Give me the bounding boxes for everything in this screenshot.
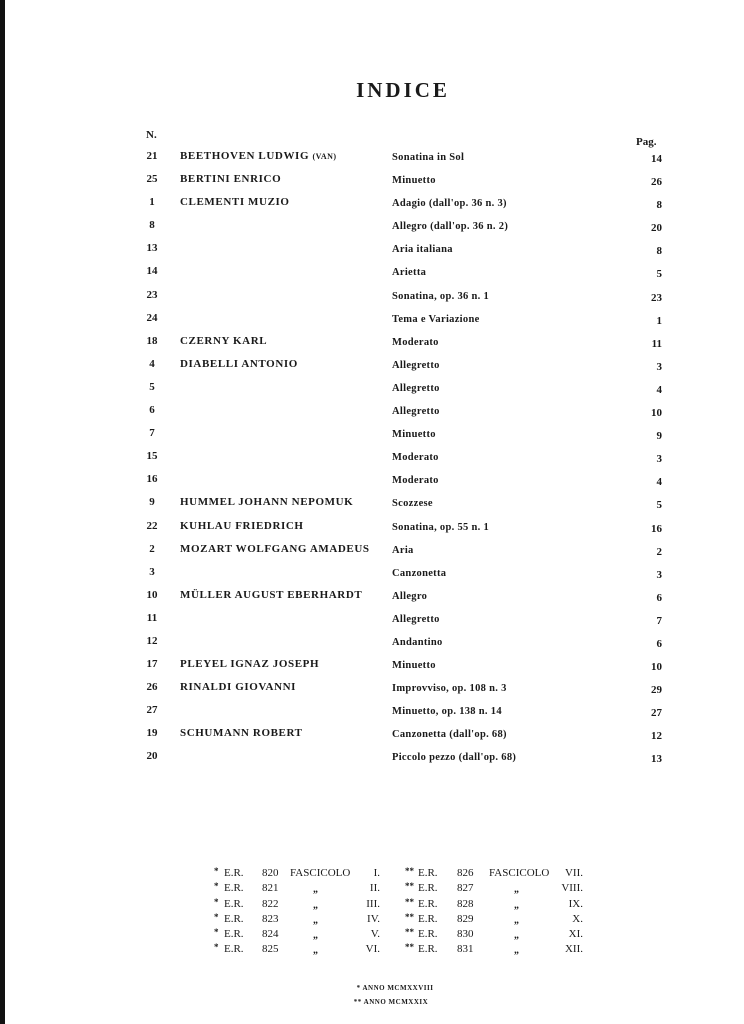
composer-text: SCHUMANN ROBERT [180,727,303,740]
ditto-mark: „ [514,899,519,911]
index-row [0,335,744,358]
page-number: 10 [651,661,662,674]
ditto-mark: „ [514,930,519,942]
page-number: 4 [656,476,662,489]
page-number: 23 [651,291,662,304]
composer-text: HUMMEL JOHANN NEPOMUK [180,496,354,509]
piece-title: Sonatina, op. 36 n. 1 [392,290,490,302]
composer-name [180,358,298,370]
edition-prefix: E.R. [224,882,244,895]
ditto-mark: „ [313,930,318,942]
entry-number: 12 [146,634,158,647]
ditto-mark: „ [313,945,318,957]
page-number: 11 [651,337,662,350]
piece-title: Scozzese [392,498,433,510]
page-number: 2 [656,545,662,558]
composer-text: PLEYEL IGNAZ JOSEPH [180,658,320,671]
edition-prefix: E.R. [224,943,244,956]
composer-text: BERTINI ENRICO [180,173,282,186]
entry-number: 18 [146,334,158,347]
piece-title: Minuetto, op. 138 n. 14 [392,706,502,718]
entry-number: 24 [146,311,158,324]
edition-number: 825 [262,943,279,956]
entry-number: 5 [149,380,155,393]
volume-number: IV. [367,912,380,925]
edition-prefix: E.R. [224,897,244,910]
composer-name [180,496,353,508]
entry-number: 19 [146,727,158,740]
piece-title: Minuetto [392,660,436,672]
piece-title: Allegro (dall'op. 36 n. 2) [392,221,509,233]
composer-name [180,681,296,693]
edition-number: 824 [262,928,279,941]
index-row [0,358,744,381]
entry-number: 8 [149,219,155,232]
index-row [0,265,744,288]
piece-title: Arietta [392,267,427,279]
volume-number: I. [373,867,380,879]
edition-prefix: E.R. [418,928,438,941]
index-row [0,496,744,519]
entry-number: 15 [146,450,158,463]
fascicolo-label: FASCICOLO [489,867,550,879]
index-row [0,450,744,473]
composer-name [180,543,370,555]
piece-title: Piccolo pezzo (dall'op. 68) [392,752,517,764]
edition-prefix: E.R. [418,882,438,895]
volume-number: II. [369,882,380,895]
composer-text: DIABELLI ANTONIO [180,357,298,370]
page-number: 14 [651,153,662,165]
entry-number: 3 [149,565,155,578]
entry-number: 27 [146,704,158,717]
edition-prefix: E.R. [224,867,244,879]
index-row [0,312,744,335]
composer-text: MÜLLER AUGUST EBERHARDT [180,588,363,601]
edition-mark: * [214,942,219,953]
composer-text: CLEMENTI MUZIO [180,196,290,209]
edition-number: 827 [457,882,474,895]
note-anno-1 [0,984,744,992]
entry-number: 21 [146,150,158,162]
index-row [0,543,744,566]
index-row [0,704,744,727]
index-table [0,150,744,774]
page-number: 1 [656,314,662,327]
index-row [0,289,744,312]
composer-suffix: (VAN) [312,152,337,161]
entry-number: 14 [146,265,158,278]
page-number: 5 [656,499,662,512]
index-row [0,173,744,196]
composer-text: KUHLAU FRIEDRICH [180,519,304,532]
index-row [0,473,744,496]
note-text: ANNO MCMXXVIII [362,984,434,992]
piece-title: Moderato [392,452,439,464]
entry-number: 1 [149,196,155,209]
entry-number: 7 [149,427,155,440]
page-number: 10 [651,407,662,420]
entry-number: 23 [146,288,158,301]
piece-title: Tema e Variazione [392,313,480,325]
volume-number: VIII. [561,882,583,895]
volume-number: X. [572,912,583,925]
edition-mark: ** [405,911,414,922]
volume-number: V. [370,928,380,941]
piece-title: Allegro [392,590,428,602]
piece-title: Aria [392,544,414,556]
index-row [0,727,744,750]
volume-number: III. [366,897,380,910]
page-number: 8 [656,199,662,212]
volume-number: VI. [365,943,380,956]
composer-name [180,658,319,670]
entry-number: 13 [146,242,158,255]
entry-number: 11 [146,611,158,624]
composer-name [180,727,303,739]
piece-title: Canzonetta [392,567,447,579]
composer-text: BEETHOVEN LUDWIG [180,150,310,162]
edition-prefix: E.R. [418,867,438,879]
edition-prefix: E.R. [418,943,438,956]
entry-number: 9 [149,496,155,509]
edition-prefix: E.R. [418,897,438,910]
edition-number: 826 [457,867,474,879]
index-row [0,381,744,404]
index-row [0,612,744,635]
volume-number: IX. [568,897,583,910]
composer-text: CZERNY KARL [180,334,268,347]
piece-title: Moderato [392,475,439,487]
entry-number: 6 [149,404,155,417]
edition-mark: ** [405,896,414,907]
piece-title: Allegretto [392,359,440,371]
page-number: 3 [656,360,662,373]
edition-number: 823 [262,912,279,925]
edition-mark: * [214,866,219,876]
number-column-header: N. [146,129,157,141]
index-row [0,681,744,704]
composer-name [180,196,290,208]
volume-number: XII. [564,943,583,956]
entry-number: 20 [146,750,158,763]
edition-number: 828 [457,897,474,910]
piece-title: Minuetto [392,429,436,441]
index-row [0,150,744,173]
piece-title: Minuetto [392,175,436,187]
composer-name [180,173,281,185]
edition-number: 829 [457,912,474,925]
note-mark: * [356,984,361,992]
index-row [0,196,744,219]
composer-text: RINALDI GIOVANNI [180,681,297,694]
index-row [0,658,744,681]
piece-title: Aria italiana [392,244,453,256]
ditto-mark: „ [514,884,519,896]
edition-number: 831 [457,943,474,956]
ditto-mark: „ [514,945,519,957]
page-number: 12 [651,730,662,743]
page-column-header: Pag. [636,136,657,148]
page-number: 29 [651,684,662,697]
index-row [0,750,744,773]
note-text: ANNO MCMXXIX [363,998,429,1006]
edition-mark: * [214,881,219,892]
page-number: 13 [651,753,662,766]
page-number: 4 [656,383,662,396]
entry-number: 16 [146,473,158,486]
piece-title: Allegretto [392,406,440,418]
entry-number: 26 [146,681,158,694]
piece-title: Sonatina, op. 55 n. 1 [392,521,490,533]
page-number: 6 [656,637,662,650]
entry-number: 17 [146,658,158,671]
page-number: 8 [656,245,662,258]
index-row [0,566,744,589]
entry-number: 25 [146,173,158,186]
index-row [0,219,744,242]
page-number: 6 [656,591,662,604]
composer-text: MOZART WOLFGANG AMADEUS [180,542,370,555]
piece-title: Adagio (dall'op. 36 n. 3) [392,198,507,210]
edition-mark: ** [405,881,414,892]
page-title: INDICE [356,78,450,102]
note-mark: ** [353,998,362,1006]
page-number: 16 [651,522,662,535]
edition-prefix: E.R. [224,912,244,925]
composer-name [180,150,337,162]
piece-title: Moderato [392,336,439,348]
edition-mark: * [214,911,219,922]
page-number: 3 [656,568,662,581]
ditto-mark: „ [313,914,318,926]
piece-title: Canzonetta (dall'op. 68) [392,729,507,741]
edition-mark: ** [405,942,414,953]
index-row [0,589,744,612]
piece-title: Allegretto [392,613,440,625]
piece-title: Allegretto [392,382,440,394]
page-number: 3 [656,453,662,466]
ditto-mark: „ [514,914,519,926]
edition-number: 822 [262,897,279,910]
piece-title: Sonatina in Sol [392,152,465,163]
fascicolo-label: FASCICOLO [290,867,351,879]
piece-title: Andantino [392,636,443,648]
page-number: 27 [651,707,662,720]
entry-number: 4 [149,357,155,370]
page-number: 9 [656,430,662,443]
page-number: 26 [651,176,662,189]
edition-mark: * [214,896,219,907]
entry-number: 10 [146,588,158,601]
note-anno-2 [0,998,744,1006]
index-row [0,520,744,543]
page-number: 20 [651,222,662,235]
edition-mark: ** [405,866,414,876]
index-row [0,635,744,658]
edition-mark: ** [405,927,414,938]
composer-name [180,520,304,532]
volume-number: XI. [568,928,583,941]
volume-number: VII. [564,867,583,879]
edition-number: 820 [262,867,279,879]
edition-number: 830 [457,928,474,941]
page-number: 5 [656,268,662,281]
index-row [0,242,744,265]
piece-title: Improvviso, op. 108 n. 3 [392,683,507,695]
edition-mark: * [214,927,219,938]
ditto-mark: „ [313,899,318,911]
edition-number: 821 [262,882,279,895]
index-row [0,404,744,427]
index-row [0,427,744,450]
edition-prefix: E.R. [224,928,244,941]
entry-number: 22 [146,519,158,532]
composer-name [180,589,362,601]
ditto-mark: „ [313,884,318,896]
entry-number: 2 [149,542,155,555]
composer-name [180,335,267,347]
page-number: 7 [656,614,662,627]
edition-prefix: E.R. [418,912,438,925]
